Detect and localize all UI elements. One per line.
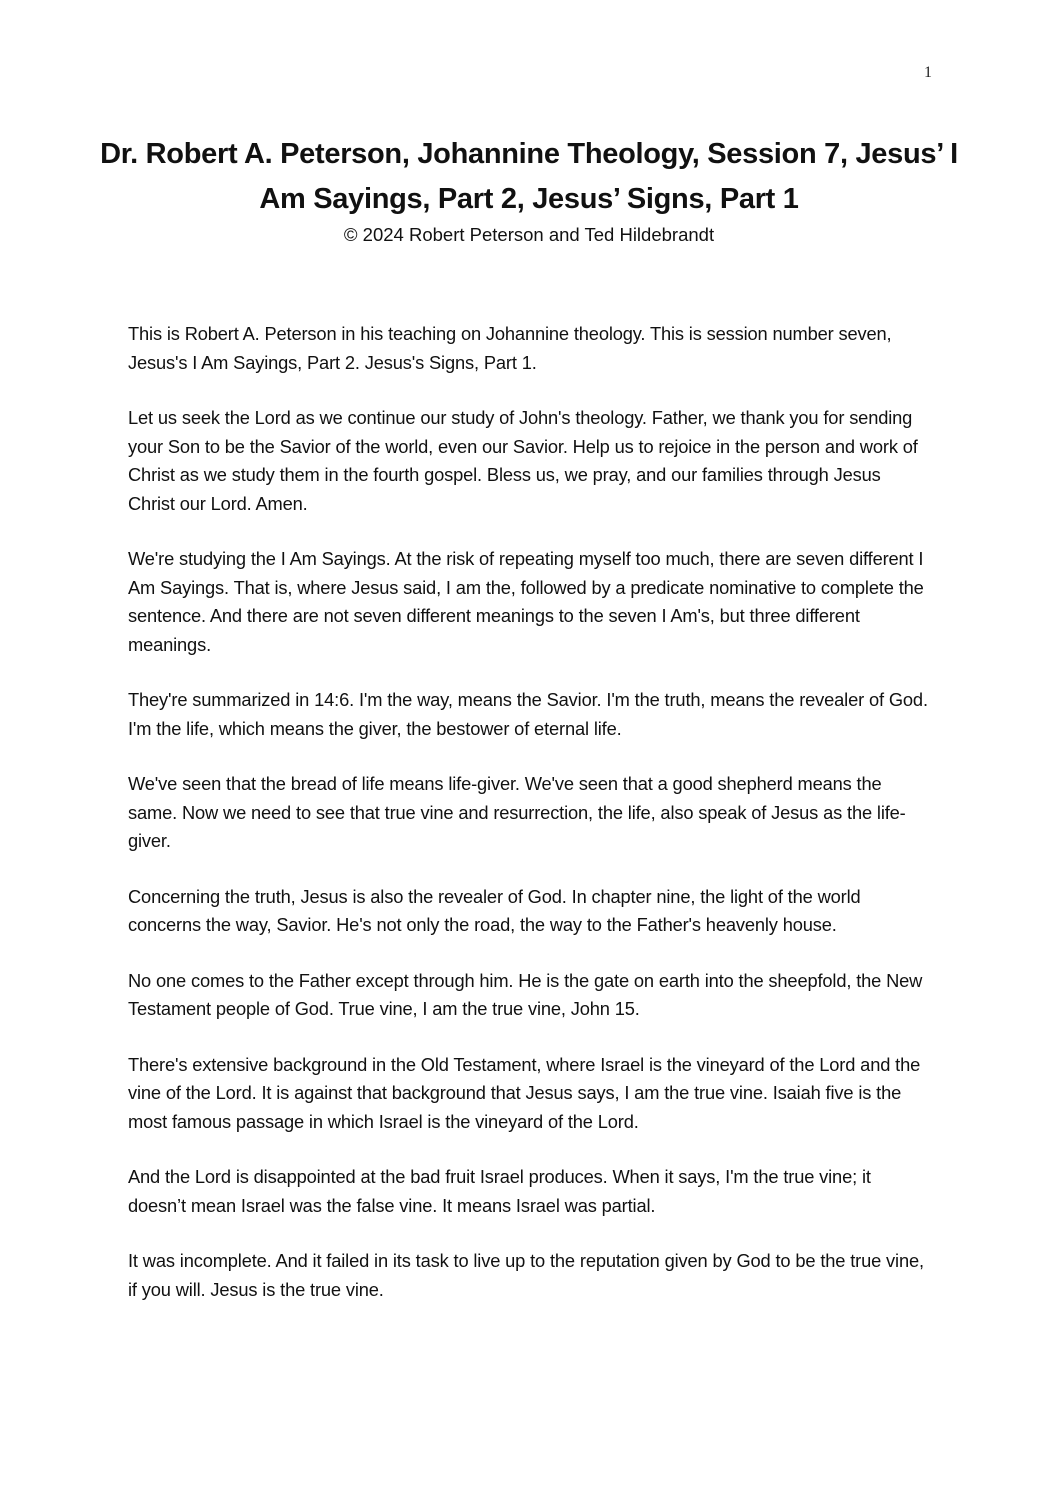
paragraph: And the Lord is disappointed at the bad fruit Israel produces. When it says, I'm the true vine; it doesn’t mean Israel was the false vine. It means Israel was partial. <box>128 1166 871 1216</box>
copyright-line: © 2024 Robert Peterson and Ted Hildebrandt <box>343 224 715 245</box>
paragraph: No one comes to the Father except through him. He is the gate on earth into the sheepfold, the New Testament people of God. True vine, I am the true vine, John 15. <box>128 969 923 1019</box>
document-header <box>100 132 958 248</box>
paragraph: We're studying the I Am Sayings. At the risk of repeating myself too much, there are seven different I Am Sayings. That is, where Jesus said, I am the, followed by a predicate nominative to complete the sentence. And there are not seven different meanings to the seven I Am's, but three different meanings. <box>128 548 924 655</box>
paragraph: We've seen that the bread of life means life-giver. We've seen that a good shepherd means the same. Now we need to see that true vine and resurrection, the life, also speak of Jesus as the life-giver. <box>128 773 906 851</box>
document-body <box>128 320 928 1331</box>
paragraph: It was incomplete. And it failed in its task to live up to the reputation given by God to be the true vine, if you will. Jesus is the true vine. <box>128 1250 924 1300</box>
paragraph: Concerning the truth, Jesus is also the revealer of God. In chapter nine, the light of the world concerns the way, Savior. He's not only the road, the way to the Father's heavenly house. <box>128 885 861 935</box>
paragraph: Let us seek the Lord as we continue our study of John's theology. Father, we thank you for sending your Son to be the Savior of the world, even our Savior. Help us to rejoice in the person and work of Christ as we study them in the fourth gospel. Bless us, we pray, and our families through Jesus Christ our Lord. Amen. <box>128 407 918 514</box>
paragraph: They're summarized in 14:6. I'm the way, means the Savior. I'm the truth, means the revealer of God. I'm the life, which means the giver, the bestower of eternal life. <box>128 689 928 739</box>
paragraph: There's extensive background in the Old Testament, where Israel is the vineyard of the Lord and the vine of the Lord. It is against that background that Jesus says, I am the true vine. Isaiah five is the most famous passage in which Israel is the vineyard of the Lord. <box>128 1053 921 1132</box>
paragraph: This is Robert A. Peterson in his teaching on Johannine theology. This is session number seven, Jesus's I Am Sayings, Part 2. Jesus's Signs, Part 1. <box>128 323 892 373</box>
document-title: Dr. Robert A. Peterson, Johannine Theology, Session 7, Jesus’ I Am Sayings, Part 2, Jesus’ Signs, Part 1 <box>100 138 958 215</box>
page-number: 1 <box>924 64 932 81</box>
